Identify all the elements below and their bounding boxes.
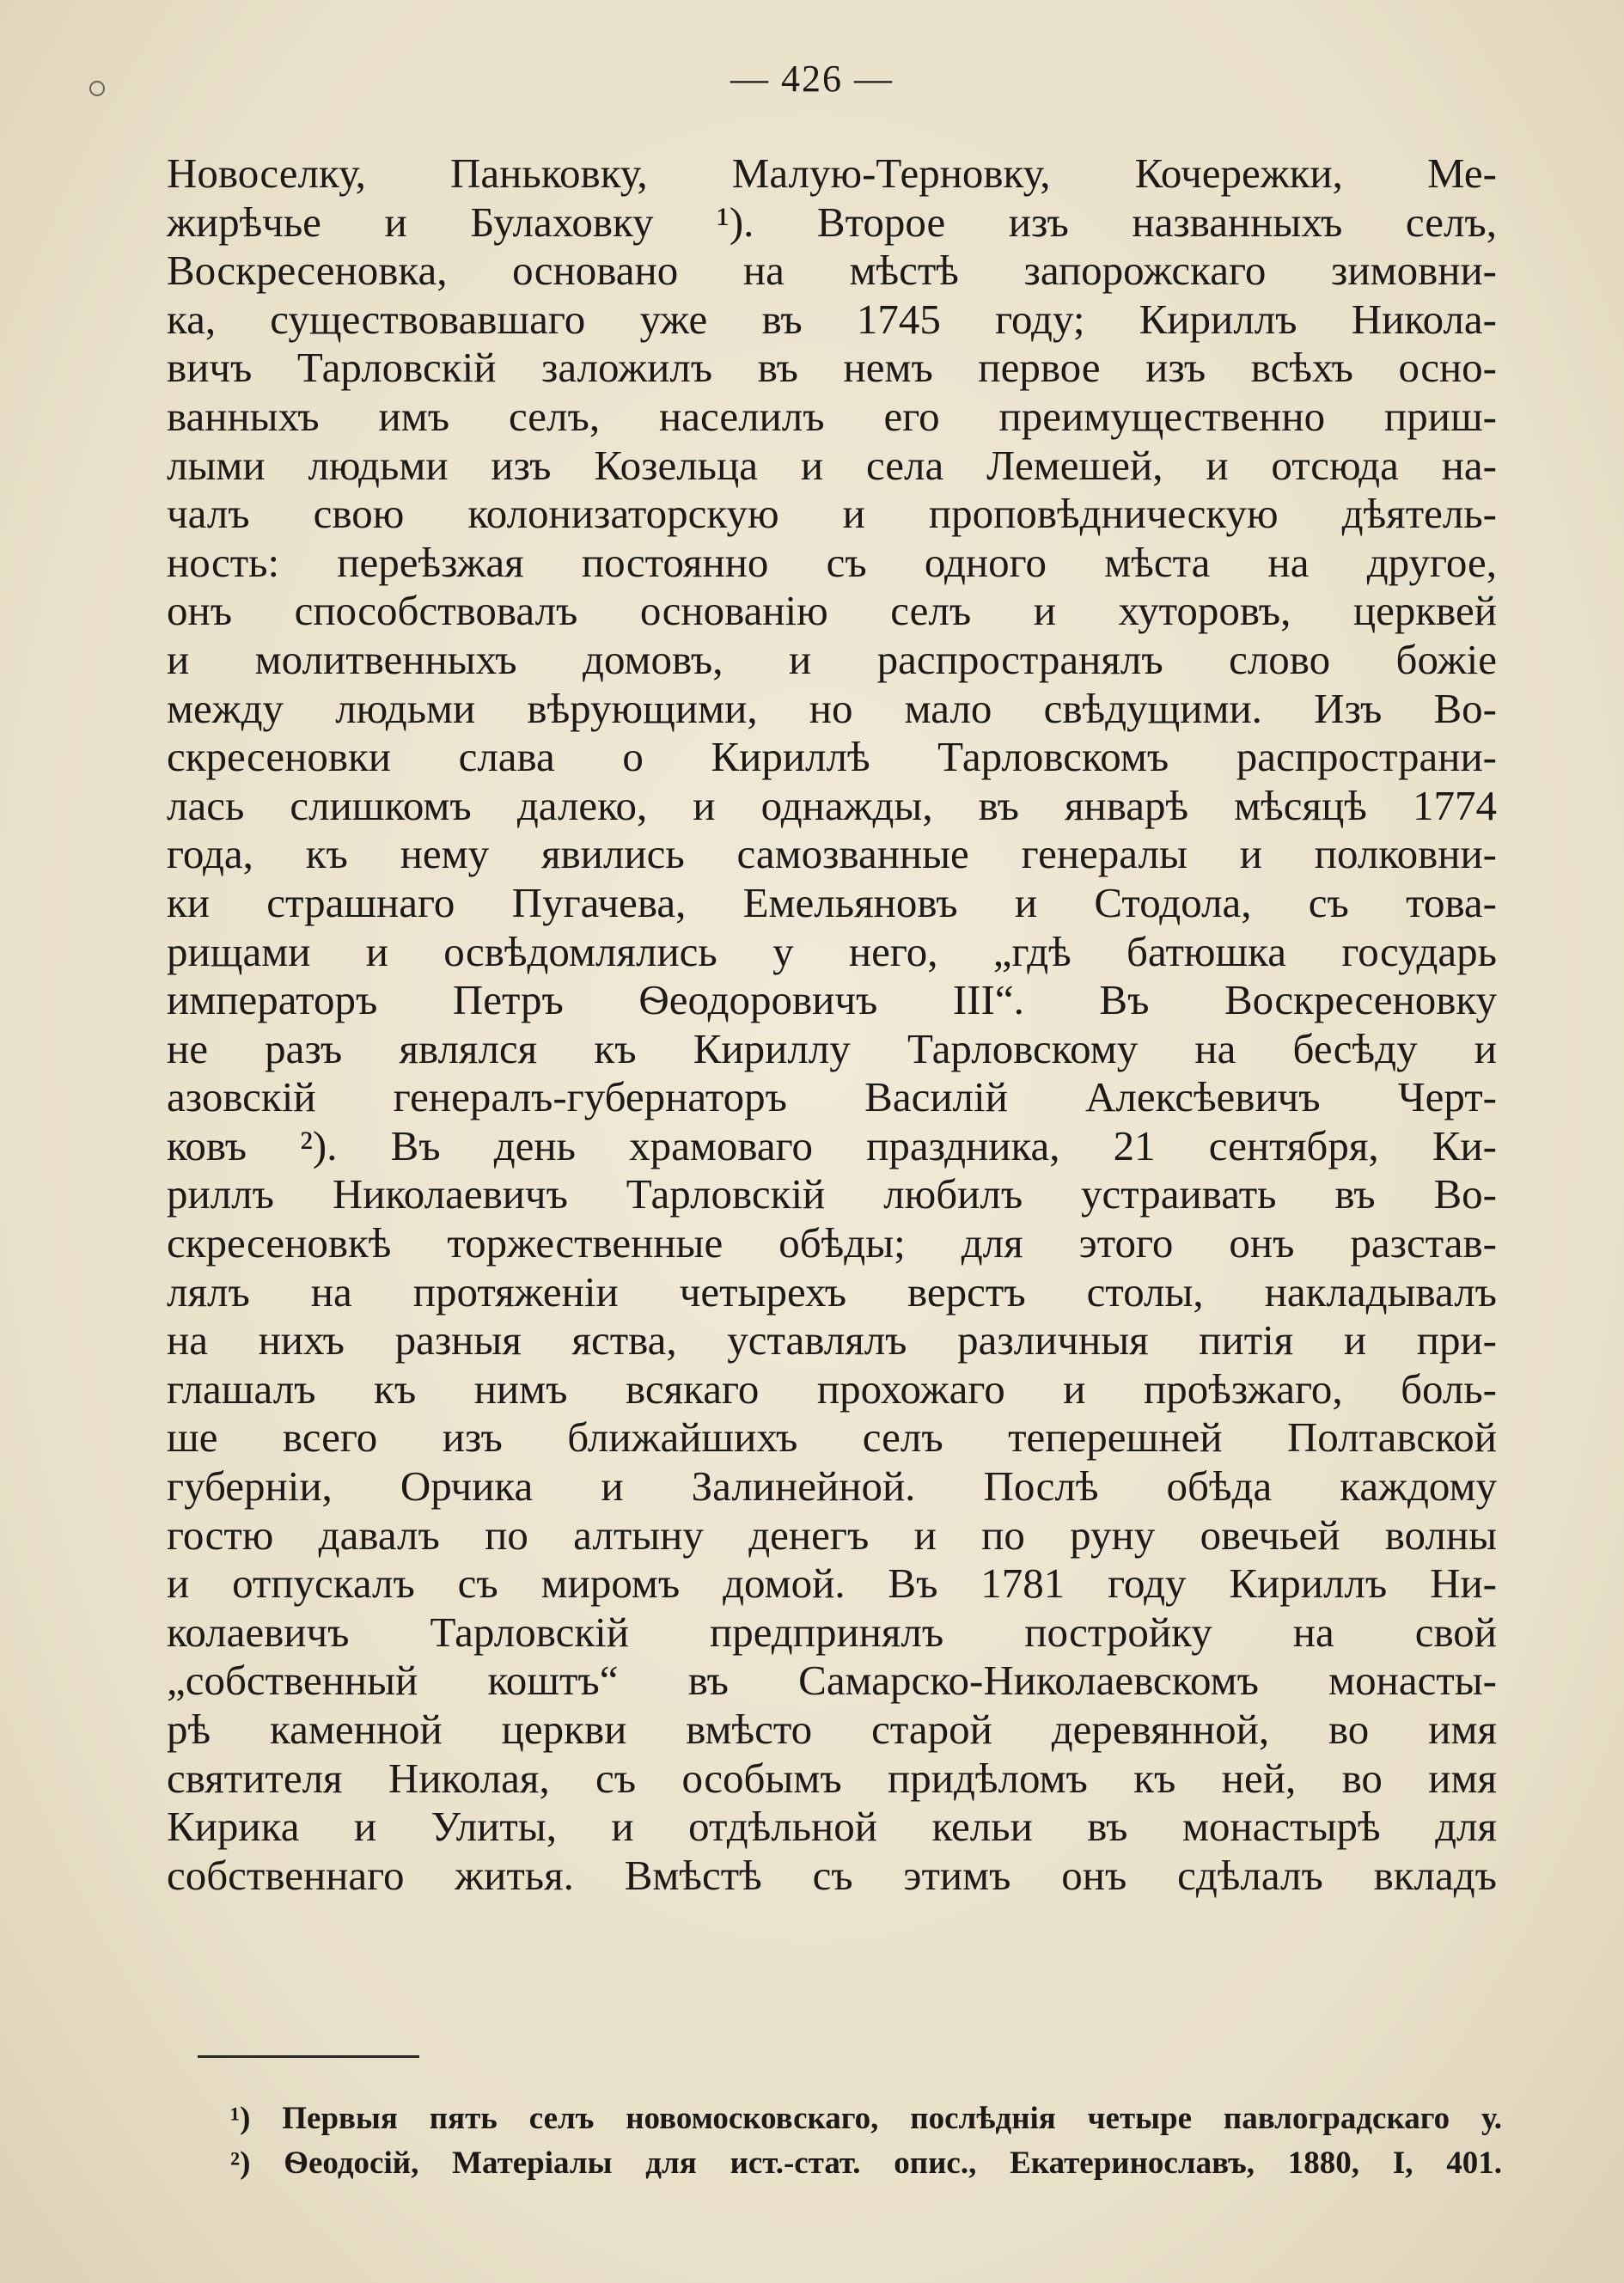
text-line: ковъ ²). Въ день храмоваго праздника, 21 сентября, Ки- <box>167 1121 1497 1169</box>
text-line: риллъ Николаевичъ Тарловскій любилъ устраивать въ Во- <box>167 1170 1497 1218</box>
text-line: и отпускалъ съ миромъ домой. Въ 1781 году Кириллъ Ни- <box>167 1560 1497 1608</box>
text-line: Кирика и Улиты, и отдѣльной кельи въ монастырѣ для <box>167 1803 1497 1851</box>
text-line: лась слишкомъ далеко, и однажды, въ январѣ мѣсяцѣ 1774 <box>167 781 1497 829</box>
text-line: глашалъ къ нимъ всякаго прохожаго и проѣзжаго, боль- <box>167 1364 1497 1413</box>
text-line: рѣ каменной церкви вмѣсто старой деревянной, во имя <box>167 1706 1497 1753</box>
text-line: „собственный коштъ“ въ Самарско-Николаевскомъ монасты- <box>167 1657 1497 1705</box>
text-line: ванныхъ имъ селъ, населилъ его преимущественно приш- <box>167 392 1497 440</box>
text-line: Воскресеновка, основано на мѣстѣ запорожскаго зимовни- <box>167 247 1497 295</box>
text-line: ше всего изъ ближайшихъ селъ теперешней Полтавской <box>167 1413 1497 1462</box>
page-number: — 426 — <box>730 58 894 100</box>
text-line: ность: переѣзжая постоянно съ одного мѣста на другое, <box>167 538 1497 586</box>
text-line: скресеновкѣ торжественные обѣды; для этого онъ разстав- <box>167 1219 1497 1267</box>
text-line: скресеновки слава о Кириллѣ Тарловскомъ распространи- <box>167 733 1497 781</box>
footnote-divider <box>198 2055 419 2058</box>
text-line: года, къ нему явились самозванные генералы и полковни- <box>167 830 1497 878</box>
text-line: лыми людьми изъ Козельца и села Лемешей, и отсюда на- <box>167 441 1497 489</box>
text-line: азовскій генералъ-губернаторъ Василій Алексѣевичъ Черт- <box>167 1073 1497 1121</box>
text-line: вичъ Тарловскій заложилъ въ немъ первое изъ всѣхъ осно- <box>167 344 1497 392</box>
text-line: на нихъ разныя яства, уставлялъ различныя питія и при- <box>167 1316 1497 1364</box>
text-line: лялъ на протяженіи четырехъ верстъ столы, накладывалъ <box>167 1267 1497 1315</box>
body-text <box>167 150 1497 1900</box>
text-line: рищами и освѣдомлялись у него, „гдѣ батюшка государь <box>167 927 1497 975</box>
text-line: Новоселку, Паньковку, Малую-Терновку, Кочережки, Ме- <box>167 150 1497 197</box>
text-line: святителя Николая, съ особымъ придѣломъ къ ней, во имя <box>167 1754 1497 1802</box>
text-line: гостю давалъ по алтыну денегъ и по руну овечьей волны <box>167 1511 1497 1559</box>
text-line: чалъ свою колонизаторскую и проповѣдническую дѣятель- <box>167 490 1497 538</box>
text-line: собственнаго житья. Вмѣстѣ съ этимъ онъ сдѣлалъ вкладъ <box>167 1851 1497 1899</box>
text-line: императоръ Петръ Ѳеодоровичъ III“. Въ Воскресеновку <box>167 976 1497 1024</box>
text-line: онъ способствовалъ основанію селъ и хуторовъ, церквей <box>167 587 1497 635</box>
text-line: не разъ являлся къ Кириллу Тарловскому на бесѣду и <box>167 1024 1497 1072</box>
footnotes <box>230 2097 1502 2186</box>
text-line: жирѣчье и Булаховку ¹). Второе изъ названныхъ селъ, <box>167 198 1497 246</box>
text-line: губерніи, Орчика и Залинейной. Послѣ обѣда каждому <box>167 1462 1497 1511</box>
text-line: колаевичъ Тарловскій предпринялъ постройку на свой <box>167 1608 1497 1656</box>
text-line: ки страшнаго Пугачева, Емельяновъ и Стодола, съ това- <box>167 878 1497 926</box>
text-line: между людьми вѣрующими, но мало свѣдущими. Изъ Во- <box>167 684 1497 732</box>
text-line: и молитвенныхъ домовъ, и распространялъ слово божіе <box>167 635 1497 683</box>
footnote-line: ²) Ѳеодосій, Матеріалы для ист.-стат. опис., Екатеринославъ, 1880, I, 401. <box>230 2146 1502 2181</box>
footnote-line: ¹) Первыя пять селъ новомосковскаго, послѣднія четыре павлоградскаго у. <box>230 2101 1502 2136</box>
text-line: ка, существовавшаго уже въ 1745 году; Кириллъ Никола- <box>167 295 1497 343</box>
